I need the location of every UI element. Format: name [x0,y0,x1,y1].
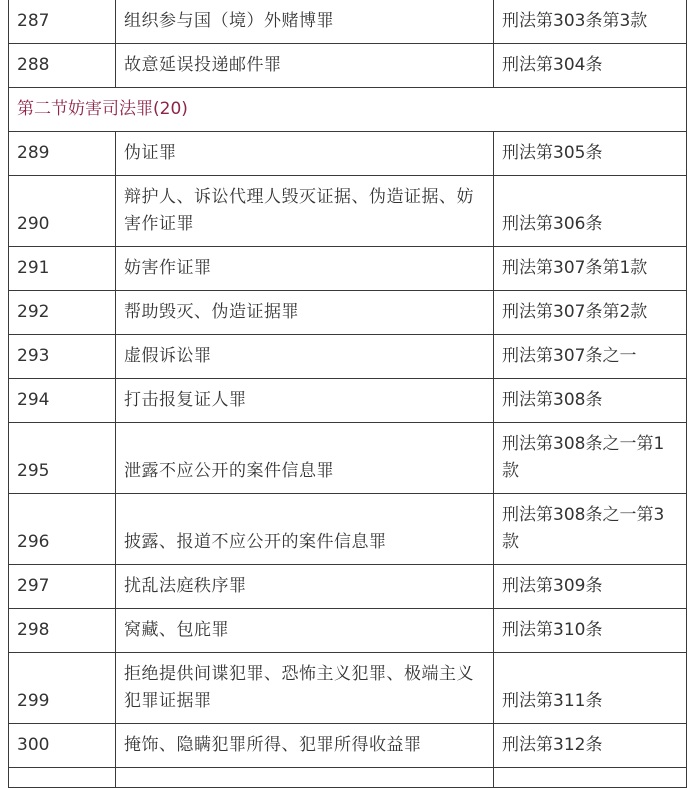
law-article: 刑法第311条 [494,653,687,724]
table-row [9,423,687,494]
row-number [9,768,116,788]
crime-name: 披露、报道不应公开的案件信息罪 [116,494,494,565]
row-number: 293 [9,335,116,379]
crime-name: 帮助毁灭、伪造证据罪 [116,291,494,335]
crime-list-table [8,0,687,788]
crime-name: 泄露不应公开的案件信息罪 [116,423,494,494]
row-number: 287 [9,0,116,44]
law-article: 刑法第307条第2款 [494,291,687,335]
table-row [9,176,687,247]
table-row [9,335,687,379]
table-row [9,653,687,724]
law-article: 刑法第312条 [494,724,687,768]
table-row [9,291,687,335]
row-number: 289 [9,132,116,176]
table-row [9,44,687,88]
row-number: 295 [9,423,116,494]
row-number: 290 [9,176,116,247]
crime-name: 妨害作证罪 [116,247,494,291]
crime-name: 掩饰、隐瞒犯罪所得、犯罪所得收益罪 [116,724,494,768]
law-article: 刑法第310条 [494,609,687,653]
section-title: 第二节妨害司法罪(20) [9,88,687,132]
crime-name: 拒绝提供间谍犯罪、恐怖主义犯罪、极端主义犯罪证据罪 [116,653,494,724]
law-article: 刑法第306条 [494,176,687,247]
crime-name: 打击报复证人罪 [116,379,494,423]
row-number: 291 [9,247,116,291]
table-row [9,609,687,653]
row-number: 296 [9,494,116,565]
section-header-row [9,88,687,132]
law-article: 刑法第304条 [494,44,687,88]
row-number: 292 [9,291,116,335]
table-row [9,0,687,44]
crime-list-body [9,0,687,788]
law-article: 刑法第309条 [494,565,687,609]
table-row [9,132,687,176]
crime-name [116,768,494,788]
law-article: 刑法第308条之一第3款 [494,494,687,565]
crime-name: 虚假诉讼罪 [116,335,494,379]
law-article: 刑法第305条 [494,132,687,176]
row-number: 297 [9,565,116,609]
table-row [9,565,687,609]
law-article: 刑法第307条之一 [494,335,687,379]
table-row [9,247,687,291]
law-article: 刑法第308条 [494,379,687,423]
crime-name: 伪证罪 [116,132,494,176]
crime-name: 窝藏、包庇罪 [116,609,494,653]
row-number: 288 [9,44,116,88]
row-number: 298 [9,609,116,653]
law-article: 刑法第307条第1款 [494,247,687,291]
row-number: 299 [9,653,116,724]
row-number: 294 [9,379,116,423]
table-row [9,379,687,423]
law-article [494,768,687,788]
law-article: 刑法第308条之一第1款 [494,423,687,494]
row-number: 300 [9,724,116,768]
law-article: 刑法第303条第3款 [494,0,687,44]
crime-name: 组织参与国（境）外赌博罪 [116,0,494,44]
crime-name: 辩护人、诉讼代理人毁灭证据、伪造证据、妨害作证罪 [116,176,494,247]
table-row [9,768,687,788]
table-row [9,724,687,768]
table-row [9,494,687,565]
crime-name: 故意延误投递邮件罪 [116,44,494,88]
crime-name: 扰乱法庭秩序罪 [116,565,494,609]
